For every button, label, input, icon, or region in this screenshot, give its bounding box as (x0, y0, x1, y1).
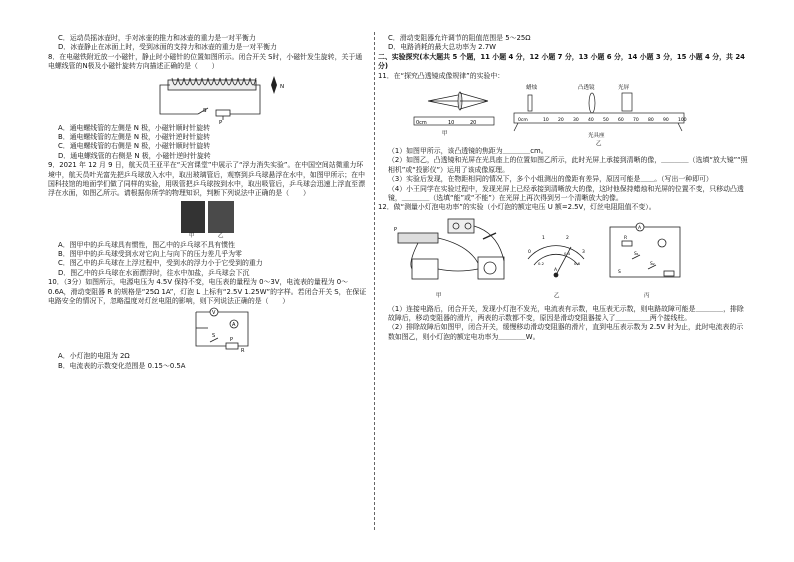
q11-stem: 11．在“探究凸透镜成像规律”的实验中： (378, 71, 505, 80)
q10-option-b: B．电流表的示数变化范围是 0.15～0.5A (58, 361, 186, 370)
q10-label-p: P (230, 337, 234, 344)
q9-caption-jia: 甲 (189, 232, 195, 239)
q9-stem: 9．2021 年 12 月 9 日，航天员王亚平在“天宫课堂”中展示了“浮力消失实验”。在中国空间站微重力环境中，航天员叶光富先把乒乓球放入水中，取出玻璃管后，观察到乒乓球悬浮在水中，如图甲所示；在中国科技馆的地面学们做了同样的实验，用吸管把乒乓球按到水中，取出吸管后，乒乓球会迅速上浮直至漂浮在水面，如图乙所示。请根据你所学的物理知识，判断下列说法中正确的是（ ） (48, 161, 365, 198)
q8-option-a: A．通电螺线管的左侧是 N 极，小磁针顺时针旋转 (58, 123, 211, 132)
q12-part-2: （2）排除故障后如图甲，闭合开关，缓慢移动滑动变阻器的滑片，直到电压表示数为 2.5V 时为止，此时电流表的示数如图乙，则小灯泡的额定电功率为＿＿＿＿W。 (388, 323, 744, 341)
q9-option-b: B．图甲中的乒乓球受到水对它向上与向下的压力差几乎为零 (58, 250, 242, 259)
q12-dial-0: 0 (528, 249, 531, 255)
q11-bench-tick-10: 10 (543, 117, 549, 123)
q11-part-2: （2）如图乙，凸透镜和光屏在光具座上的位置如图乙所示，此时光屏上承接到清晰的像，＿＿＿＿（选填“放大镜”“照相机”或“投影仪”）运用了该成像原理。 (388, 156, 748, 174)
q11-caption-yi: 乙 (596, 140, 602, 147)
q11-bench-tick-20: 20 (558, 117, 564, 123)
q10-label-r: R (241, 348, 245, 353)
q12-dial-1: 1 (542, 235, 545, 241)
q12-label-s: S (618, 269, 621, 275)
q12-dial-2: 2 (566, 235, 569, 241)
q7-option-d: D．冰壶静止在冰面上时，受到冰面的支持力和冰壶的重力是一对平衡力 (58, 43, 277, 52)
q8-label-s: S (203, 107, 207, 114)
q8-label-n: N (280, 83, 285, 90)
section-2-heading: 二、实验探究(本大题共 5 个题，11 小题 4 分，12 小题 7 分，13 小题 6 分，14 小题 3 分，15 小题 4 分，共 24 分) (378, 52, 745, 71)
q11-bench-tick-80: 80 (648, 117, 654, 123)
q12-label-a: A (638, 225, 642, 231)
q8-option-c: C．通电螺线管的右侧是 N 极，小磁针顺时针旋转 (58, 142, 211, 151)
q11-bench-tick-40: 40 (588, 117, 594, 123)
q8-label-p: P (219, 119, 223, 124)
q11-caption-jia: 甲 (442, 130, 448, 137)
q11-bench-0cm: 0cm (518, 117, 528, 123)
q12-dial-06: 0.6 (574, 260, 581, 266)
q11-ruler-0cm: 0cm (416, 119, 427, 126)
q10-label-a: A (232, 322, 236, 329)
q11-caption-bench: 光具座 (588, 132, 605, 139)
q11-ruler-20: 20 (470, 119, 477, 126)
q12-fig-jia (398, 219, 504, 279)
q10-circuit-diagram (48, 306, 368, 352)
q11-part-4: （4）小王同学在实验过程中，发现光屏上已经承接到清晰放大的像，这时他保持蜡烛和光屏的位置不变，只移动凸透镜，＿＿＿＿（选填“能”或“不能”）在光屏上再次得到另一个清晰放大的像。 (388, 184, 744, 202)
q10-option-c: C．滑动变阻器允许调节的阻值范围是 5～25Ω (388, 34, 531, 42)
q11-bench-tick-90: 90 (663, 117, 669, 123)
q11-label-screen: 光屏 (618, 84, 630, 91)
q10-wires (196, 308, 248, 349)
q8-solenoid-diagram (48, 72, 368, 124)
q12-caption-yi: 乙 (554, 292, 560, 299)
q11-fig-yi (514, 93, 684, 131)
left-column (48, 34, 368, 371)
q9-option-d: D．图乙中的乒乓球在水面漂浮时，往水中加盐，乒乓球会下沉 (58, 268, 250, 277)
q9-photo-jia (181, 201, 205, 233)
q10-figure (48, 306, 368, 352)
q12-label-s1: S₁ (634, 251, 639, 257)
q12-label-s2: S₂ (650, 261, 655, 267)
q12-dial-unit-a: A (554, 267, 558, 273)
q12-caption-jia: 甲 (436, 292, 442, 299)
q11-ruler-10: 10 (448, 119, 455, 126)
compass-needle-icon (271, 76, 277, 94)
q7-option-c: C．运动员摇冰壶时，手对冰壶的推力和冰壶的重力是一对平衡力 (58, 34, 256, 42)
q12-part-1: （1）连接电路后，闭合开关，发现小灯泡不发光，电流表有示数，电压表无示数，则电路故障可能是＿＿＿＿，排除故障后，移动变阻器的滑片，两表的示数都不变，原因是滑动变阻器接入了＿＿＿＿＿两个接线柱。 (388, 304, 744, 323)
q10-label-v: V (212, 310, 216, 317)
q11-bench-tick-50: 50 (603, 117, 609, 123)
q11-bench-tick-100: 100 (678, 117, 687, 123)
q11-label-lens: 凸透镜 (578, 84, 595, 91)
q10-stem: 10．（3分）如图所示，电源电压为 4.5V 保持不变，电压表的量程为 0～3V，电流表的量程为 0～0.6A，滑动变阻器 R 的规格是“25Ω 1A”，灯泡 L 上标有“2.5V 1.25W”的字样。若闭合开关 S，在保证电路安全的情况下，忽略温度对灯丝电阻的影响，则下列说法正确的是（ ） (48, 278, 367, 306)
q11-bench-tick-30: 30 (573, 117, 579, 123)
q9-figure (48, 199, 368, 241)
q11-part-3: （3）实验后发现，在物距相同的情况下，多个小组测出的像距有差异，原因可能是＿＿。（写出一种即可） (388, 175, 713, 184)
q9-caption-yi: 乙 (218, 232, 224, 239)
q11-optics-diagram (378, 81, 750, 147)
q12-experiment-diagram (378, 213, 750, 305)
q12-figure (378, 213, 750, 305)
q9-photo-yi (208, 201, 234, 233)
q11-part-1: （1）如图甲所示，该凸透镜的焦距为＿＿＿＿cm。 (388, 146, 548, 155)
q10-label-s: S (212, 333, 216, 340)
q12-dial-3: 3 (582, 249, 585, 255)
q12-label-p: P (394, 226, 398, 233)
q8-figure (48, 72, 368, 124)
q10-option-d: D．电路消耗的最大总功率为 2.7W (388, 43, 496, 52)
q11-figure (378, 81, 750, 147)
q10-option-a: A．小灯泡的电阻为 2Ω (58, 352, 130, 361)
q11-bench-tick-70: 70 (633, 117, 639, 123)
right-column (378, 34, 750, 342)
column-divider (374, 32, 375, 530)
solenoid-coil (160, 78, 260, 120)
q12-fig-bing-circuit (610, 223, 680, 277)
q12-label-r: R (624, 235, 628, 241)
q9-option-a: A．图甲中的乒乓球具有惯性，图乙中的乒乓球不具有惯性 (58, 240, 235, 249)
q12-stem: 12．做“测量小灯泡电功率”的实验（小灯泡的额定电压 U 额=2.5V，灯丝电阻阻值不变）。 (378, 203, 656, 212)
q12-dial-02: 0.2 (538, 260, 545, 266)
q8-stem: 8．在电磁铁附近放一小磁针，静止时小磁针的位置如图所示。闭合开关 S时，小磁针发生旋转，关于通电螺线管的N极及小磁针旋转方向描述正确的是（ ） (48, 52, 363, 71)
q8-option-d: D．通电螺线管的右侧是 N 极，小磁针逆时针旋转 (58, 151, 211, 160)
q11-label-candle: 蜡烛 (526, 84, 538, 91)
q9-option-c: C．图乙中的乒乓球在上浮过程中，受到水的浮力小于它受到的重力 (58, 259, 263, 268)
q12-dial-04: 0.4 (564, 250, 571, 256)
q11-bench-tick-60: 60 (618, 117, 624, 123)
q8-option-b: B．通电螺线管的左侧是 N 极，小磁针逆时针旋转 (58, 132, 211, 141)
q12-caption-bing: 丙 (644, 292, 650, 299)
